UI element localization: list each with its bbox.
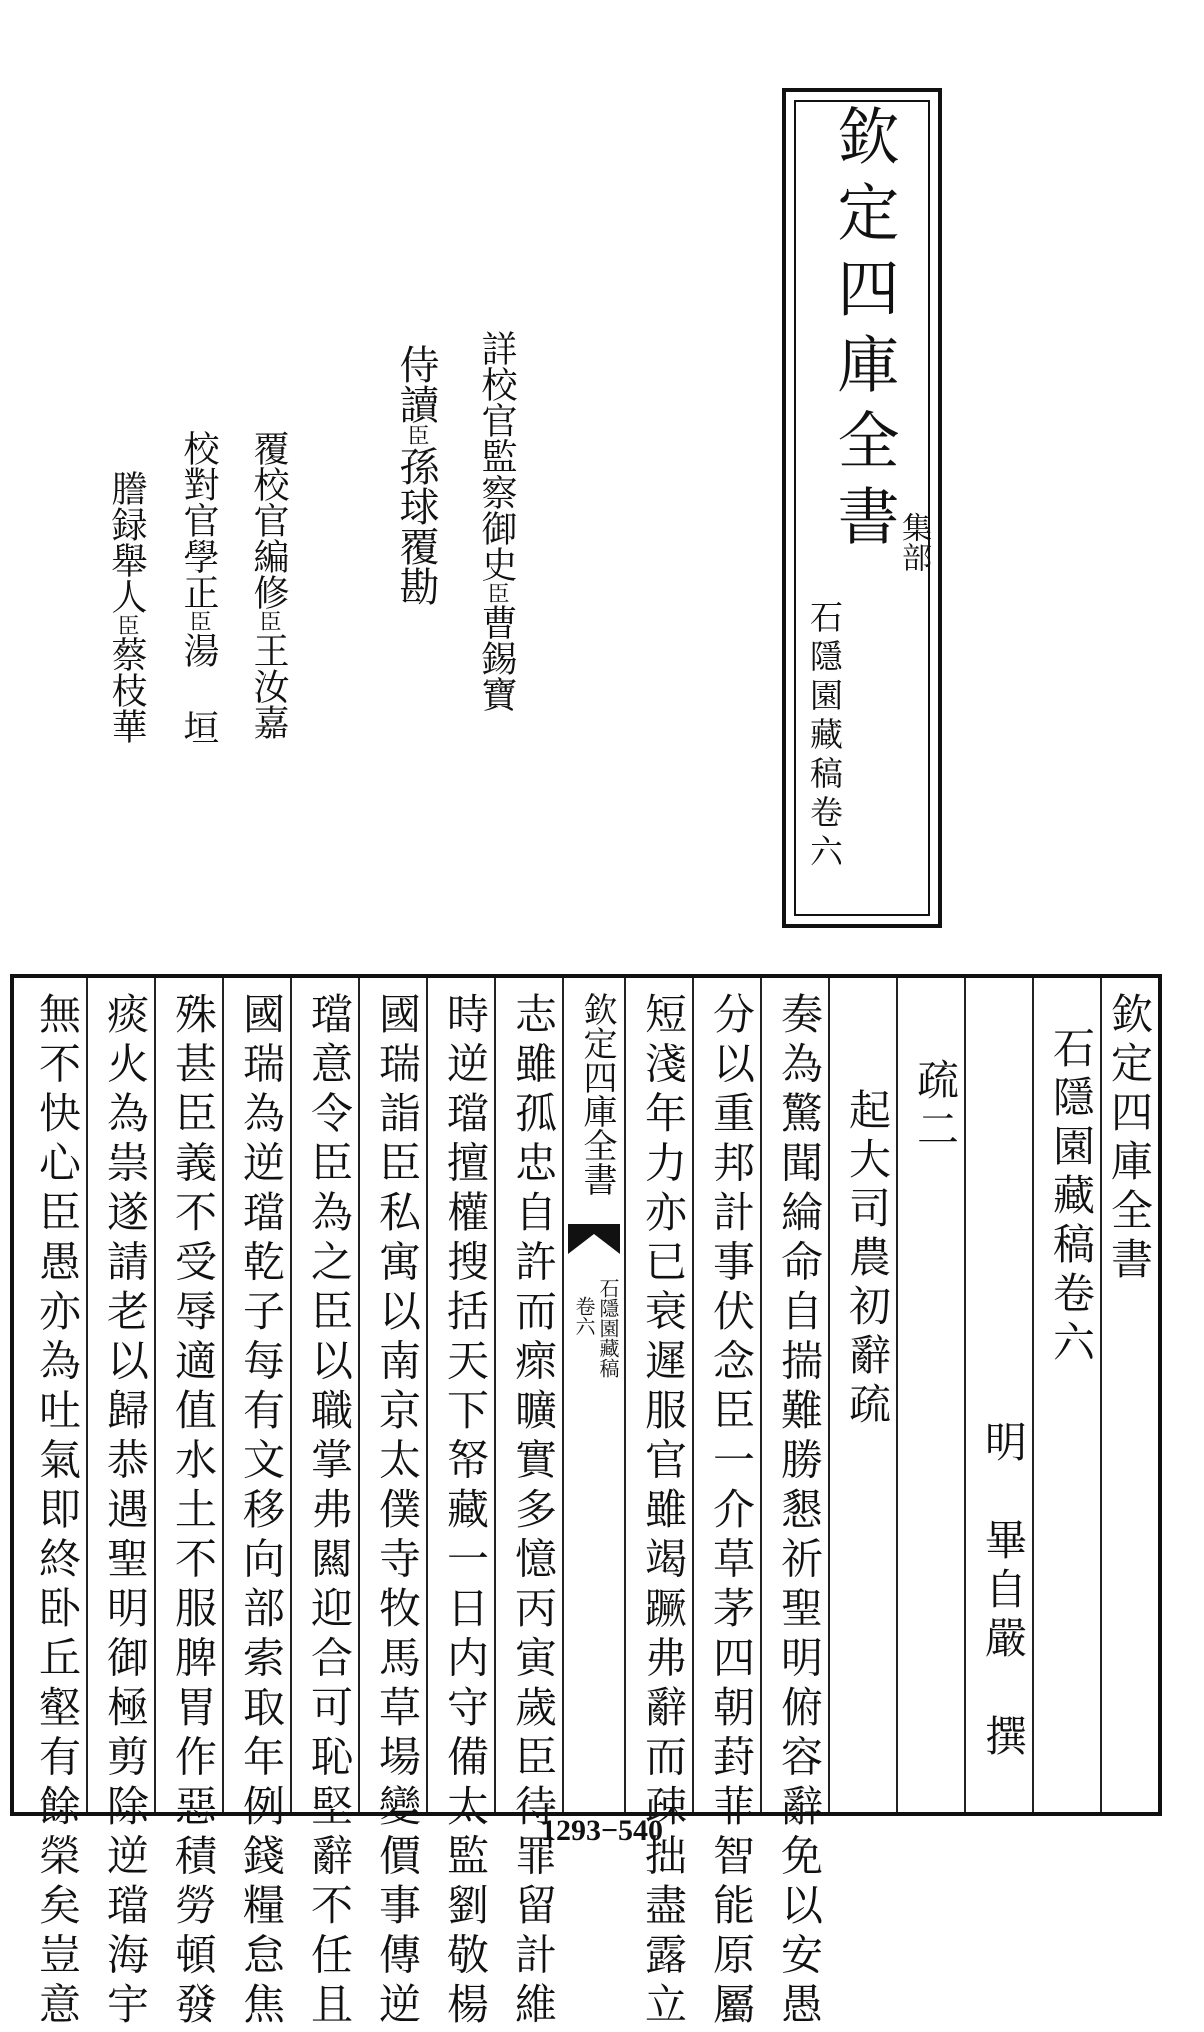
credit-name: 曹錫寶 [476, 604, 517, 712]
text-line: 無不快心臣愚亦為吐氣即終卧丘壑有餘榮矣豈意 [33, 992, 82, 2032]
memorial-title: 起大司農初辭疏 [843, 1088, 892, 1431]
credit-collator [178, 430, 219, 745]
credit-copyist [106, 470, 147, 744]
text-line: 分以重邦計事伏念臣一介草茅四朝葑菲智能原屬 [707, 992, 756, 2032]
page-header-title: 欽定四庫全書 [1105, 992, 1154, 1286]
credit-role: 詳校官監察御史 [476, 330, 517, 582]
credit-minister-mark: 臣 [404, 424, 429, 446]
credit-name: 蔡枝華 [106, 636, 147, 744]
text-line: 短淺年力亦已衰遲服官雖竭蹶弗辭而疎拙盡露立 [639, 992, 688, 2032]
text-line: 璫意令臣為之臣以職掌弗闗迎合可恥堅辭不任且 [305, 992, 354, 2032]
credit-name: 王汝嘉 [248, 632, 289, 740]
text-column [154, 978, 222, 2032]
credit-role: 校對官學正 [178, 430, 219, 610]
credit-name: 孫球覆勘 [393, 446, 439, 606]
credit-name: 湯 垣 [178, 632, 219, 745]
column-volume [1032, 978, 1100, 1812]
credit-minister-mark: 臣 [484, 582, 509, 604]
credit-minister-mark: 臣 [256, 610, 281, 632]
page-number: 1293−540 [540, 1814, 664, 1847]
text-column [760, 978, 828, 2032]
column-section [896, 978, 964, 1812]
text-line: 志雖孤忠自許而瘝曠實多憶丙寅歲臣待罪留計維 [509, 992, 558, 2032]
fishtail-ornament [568, 1224, 620, 1254]
credit-role: 侍讀 [393, 344, 439, 424]
credit-role: 謄録舉人 [106, 470, 147, 614]
fold-title: 欽定四庫全書 [577, 992, 617, 1196]
collection-title: 欽定四庫全書 [827, 104, 900, 560]
text-column [86, 978, 154, 2032]
text-column [358, 978, 426, 2032]
text-line: 時逆璫擅權搜括天下帑藏一日内守備太監劉敬楊 [441, 992, 490, 2032]
text-column [426, 978, 494, 2032]
text-line: 殊甚臣義不受辱適值水土不服脾胃作惡積勞頓發 [169, 992, 218, 2032]
fold-subtitle: 石隱園藏稿 [596, 1278, 620, 1378]
work-title: 石隱園藏稿卷六 [805, 600, 844, 873]
column-header [1100, 978, 1158, 1812]
credit-role: 覆校官編修 [248, 430, 289, 610]
credit-minister-mark: 臣 [114, 614, 139, 636]
text-line: 國瑞詣臣私寓以南京太僕寺牧馬草場變價事傳逆 [373, 992, 422, 2032]
text-column [290, 978, 358, 2032]
title-slip [782, 88, 942, 928]
text-column [494, 978, 562, 2032]
center-fold [562, 978, 626, 1812]
text-line: 奏為驚聞綸命自揣難勝懇祈聖明俯容辭免以安愚 [775, 992, 824, 2032]
fold-volume: 卷六 [572, 1296, 596, 1336]
credit-re-proofreader [248, 430, 289, 740]
text-column [14, 978, 86, 2032]
author-line: 明 畢自嚴 撰 [979, 1420, 1028, 1763]
credit-detailed-proofreader [476, 330, 517, 712]
section-heading: 疏二 [911, 1058, 960, 1156]
section-label: 集部 [896, 512, 931, 572]
text-line: 國瑞為逆璫乾子每有文移向部索取年例錢糧怠焦 [237, 992, 286, 2032]
column-memorial-title [828, 978, 896, 1812]
text-column [222, 978, 290, 2032]
credit-reviewer [393, 344, 439, 606]
text-line: 痰火為祟遂請老以歸恭遇聖明御極剪除逆璫海宇 [101, 992, 150, 2032]
column-author [964, 978, 1032, 1812]
credit-minister-mark: 臣 [186, 610, 211, 632]
text-column [692, 978, 760, 2032]
text-column [624, 978, 692, 2032]
volume-title: 石隱園藏稿卷六 [1047, 1026, 1096, 1369]
